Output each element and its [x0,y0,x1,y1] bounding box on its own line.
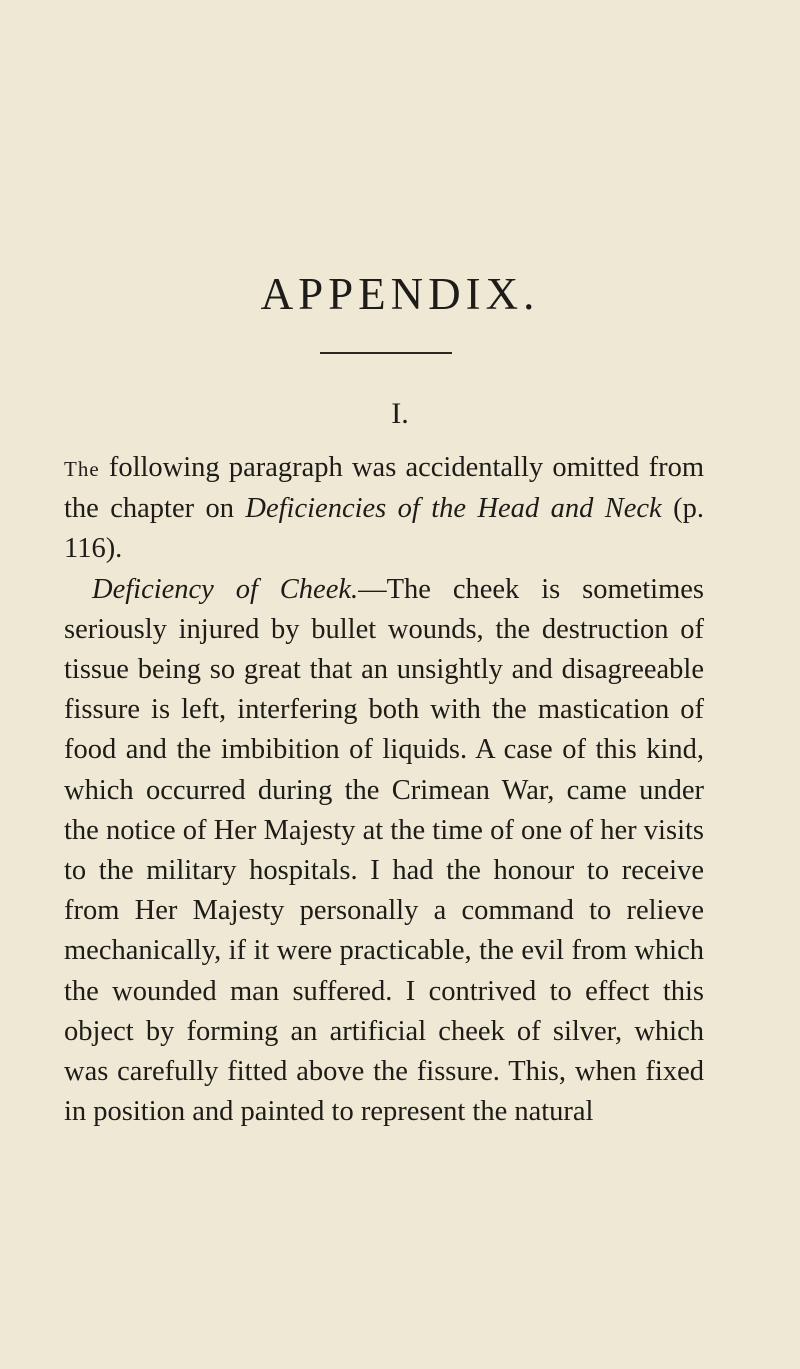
body-text [64,448,704,1132]
appendix-heading: APPENDIX. [260,269,540,319]
paragraph-1-text-b: (p. 116). [64,493,704,565]
paragraph-2-text: —The cheek is sometimes seriously injured by bullet wounds, the destruction of tissue being so great that an unsightly and disagreeable fissure is left, interfering both with the mastication of food and the imbibition of liquids. A case of this kind, which occurred during the Crimean War, came under the notice of Her Majesty at the time of one of her visits to the military hospitals. I had the honour to receive from Her Majesty personally a command to relieve mechanically, if it were practicable, the evil from which the wounded man suffered. I contrived to effect this object by forming an artificial cheek of silver, which was carefully fitted above the fissure. This, when fixed in position and painted to represent the natural [64,573,705,1128]
heading-rule [320,352,452,354]
subsection-heading: Deficiency of Cheek. [92,573,359,605]
paragraph-1-text-a: following paragraph was accidentally omitted from the chapter on [64,452,704,525]
chapter-title: Deficiencies of the Head and Neck [245,493,662,525]
lead-word: The [64,457,100,481]
paragraph-2 [64,570,704,1133]
paragraph-1 [64,448,704,570]
section-number: I. [391,397,409,430]
